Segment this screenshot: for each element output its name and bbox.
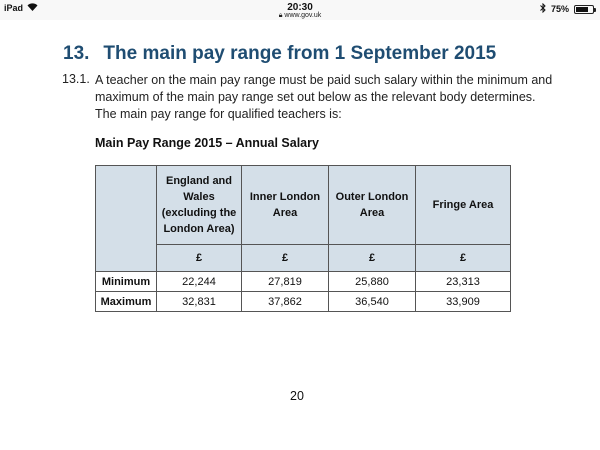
table-cell: 27,819 — [242, 272, 329, 292]
row-label: Maximum — [96, 292, 157, 312]
header-line: Inner London — [249, 191, 321, 203]
table-row — [96, 272, 511, 292]
column-header — [157, 166, 242, 245]
header-line: Wales — [183, 191, 215, 203]
table-cell: 22,244 — [157, 272, 242, 292]
table-cell: 23,313 — [416, 272, 511, 292]
battery-level — [576, 7, 588, 12]
table-cell: 25,880 — [329, 272, 416, 292]
header-line: Area — [272, 207, 298, 219]
page-number: 20 — [290, 389, 304, 403]
status-bar — [0, 0, 600, 20]
header-line: London Area) — [163, 223, 235, 235]
table-title: Main Pay Range 2015 – Annual Salary — [95, 136, 319, 150]
bluetooth-icon — [540, 3, 546, 15]
paragraph-number: 13.1. — [62, 72, 90, 86]
table-header-row — [96, 166, 511, 245]
section-heading — [63, 43, 496, 65]
table-row — [96, 292, 511, 312]
battery-percent: 75% — [550, 4, 569, 14]
device-name: iPad — [4, 3, 24, 13]
pay-range-table — [95, 165, 511, 312]
header-corner-cell — [96, 166, 157, 272]
section-number: 13. — [63, 43, 90, 64]
currency-cell: £ — [416, 245, 511, 272]
header-line: Outer London — [335, 191, 409, 203]
table-cell: 37,862 — [242, 292, 329, 312]
table-cell: 33,909 — [416, 292, 511, 312]
currency-cell: £ — [157, 245, 242, 272]
header-line: Fringe Area — [432, 199, 494, 211]
header-line: (excluding the — [161, 207, 237, 219]
url-text: www.gov.uk — [284, 12, 322, 19]
clock: 20:30 — [287, 2, 313, 13]
paragraph-text: A teacher on the main pay range must be paid such salary within the minimum and maximum of the main pay range set out below as the relevant body determines. The main pay range for qualified teachers is: — [95, 73, 553, 121]
currency-cell: £ — [242, 245, 329, 272]
battery-icon — [574, 5, 594, 14]
lock-icon: 🔒︎ — [278, 12, 283, 19]
table-cell: 36,540 — [329, 292, 416, 312]
currency-row — [96, 245, 511, 272]
document-page — [0, 20, 600, 450]
row-label: Minimum — [96, 272, 157, 292]
status-right — [540, 3, 594, 15]
header-line: England and — [166, 175, 232, 187]
header-line: Area — [359, 207, 385, 219]
column-header — [416, 166, 511, 245]
table-cell: 32,831 — [157, 292, 242, 312]
address-bar[interactable] — [0, 12, 600, 20]
column-header — [329, 166, 416, 245]
column-header — [242, 166, 329, 245]
currency-cell: £ — [329, 245, 416, 272]
section-title: The main pay range from 1 September 2015 — [103, 43, 497, 64]
